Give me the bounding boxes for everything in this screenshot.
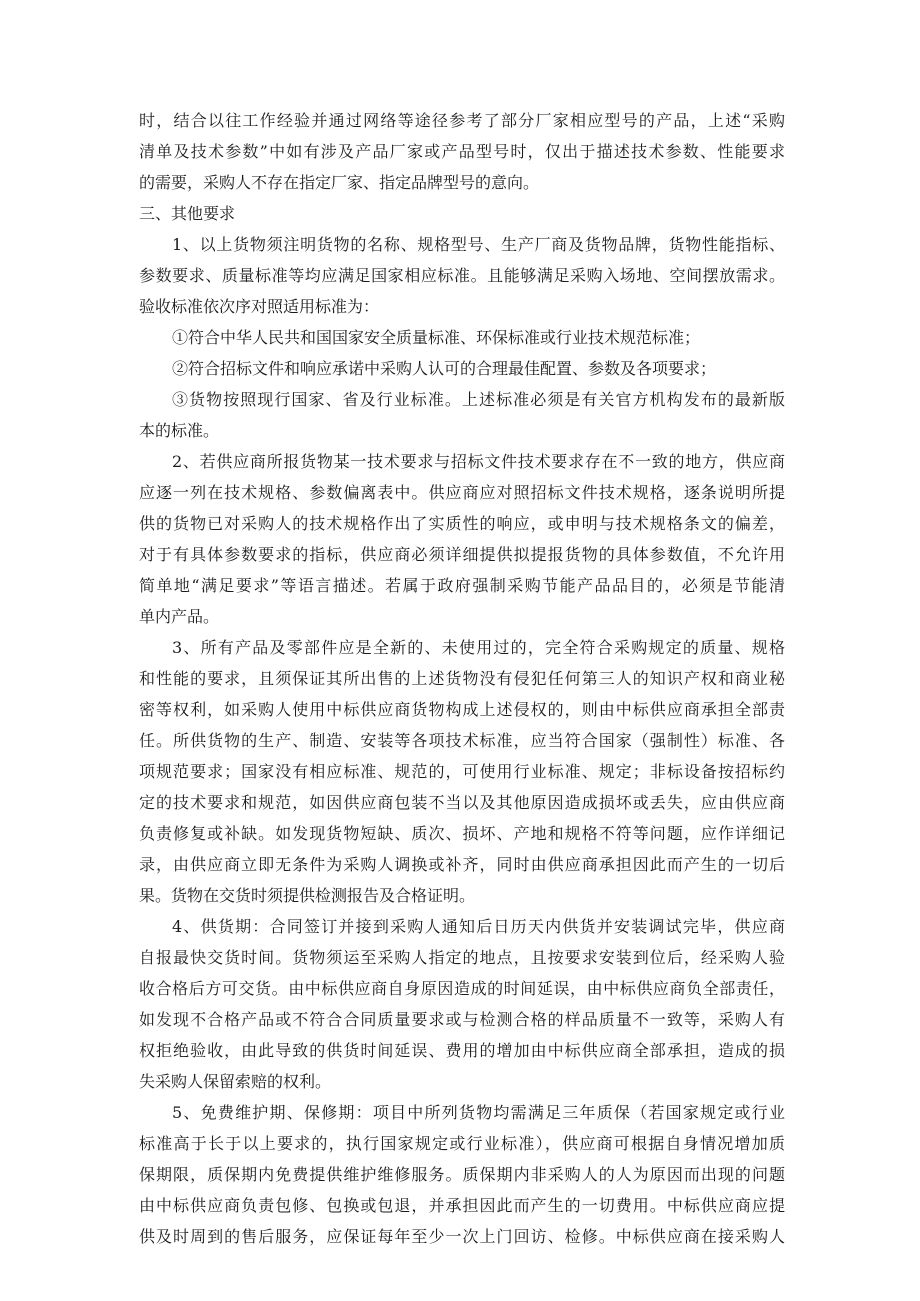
text-line: 失采购人保留索赔的权利。 [139,1072,332,1091]
section-heading-text: 三、其他要求 [139,204,236,223]
text-line: 验收标准依次序对照适用标准为： [139,297,380,316]
text-line: 权拒绝验收，由此导致的供货时间延误、费用的增加由中标供应商全部承担，造成的损 [139,1041,785,1060]
text-line: 5、免费维护期、保修期：项目中所列货物均需满足三年质保（若国家规定或行业 [172,1103,785,1122]
paragraph-intro [139,105,785,198]
paragraph-item-1b [139,353,785,384]
text-line: 参数要求、质量标准等均应满足国家相应标准。且能够满足采购入场地、空间摆放需求。 [139,266,785,285]
text-line: 如发现不合格产品或不符合合同质量要求或与检测合格的样品质量不一致等，采购人有 [139,1010,785,1029]
text-line: 供的货物已对采购人的技术规格作出了实质性的响应，或申明与技术规格条文的偏差， [139,514,785,533]
text-line: 供及时周到的售后服务，应保证每年至少一次上门回访、检修。中标供应商在接采购人 [139,1227,785,1246]
text-line: 密等权利，如采购人使用中标供应商货物构成上述侵权的，则由中标供应商承担全部责 [139,700,785,719]
text-line: ③货物按照现行国家、省及行业标准。上述标准必须是有关官方机构发布的最新版 [172,390,785,409]
text-line: ①符合中华人民共和国国家安全质量标准、环保标准或行业技术规范标准； [172,328,701,347]
text-line: 的需要，采购人不存在指定厂家、指定品牌型号的意向。 [139,173,540,192]
paragraph-item-3 [139,632,785,911]
text-line: 项规范要求；国家没有相应标准、规范的，可使用行业标准、规定；非标设备按招标约 [139,762,785,781]
text-line: 由中标供应商负责包修、包换或包退，并承担因此而产生的一切费用。中标供应商应提 [139,1196,785,1215]
text-line: 1、以上货物须注明货物的名称、规格型号、生产厂商及货物品牌，货物性能指标、 [172,235,785,254]
paragraph-item-4 [139,911,785,1097]
text-line: 任。所供货物的生产、制造、安装等各项技术标准，应当符合国家（强制性）标准、各 [139,731,785,750]
paragraph-item-1c [139,384,785,446]
text-line: 单内产品。 [139,607,220,626]
text-line: 收合格后方可交货。由中标供应商自身原因造成的时间延误，由中标供应商负全部责任， [139,979,785,998]
text-line: 本的标准。 [139,421,220,440]
paragraph-item-1a [139,322,785,353]
text-line: 录，由供应商立即无条件为采购人调换或补齐，同时由供应商承担因此而产生的一切后 [139,855,785,874]
text-line: ②符合招标文件和响应承诺中采购人认可的合理最佳配置、参数及各项要求； [172,359,717,378]
document-page [139,105,785,1252]
text-line: 标准高于长于以上要求的，执行国家规定或行业标准），供应商可根据自身情况增加质 [139,1134,785,1153]
text-line: 3、所有产品及零部件应是全新的、未使用过的，完全符合采购规定的质量、规格 [172,638,785,657]
paragraph-item-1 [139,229,785,322]
text-line: 简单地“满足要求”等语言描述。若属于政府强制采购节能产品品目的，必须是节能清 [139,576,785,595]
section-heading [139,198,785,229]
text-line: 自报最快交货时间。货物须运至采购人指定的地点，且按要求安装到位后，经采购人验 [139,948,785,967]
text-line: 果。货物在交货时须提供检测报告及合格证明。 [139,886,476,905]
text-line: 应逐一列在技术规格、参数偏离表中。供应商应对照招标文件技术规格，逐条说明所提 [139,483,785,502]
text-line: 定的技术要求和规范，如因供应商包装不当以及其他原因造成损坏或丢失，应由供应商 [139,793,785,812]
paragraph-item-2 [139,446,785,632]
text-line: 时，结合以往工作经验并通过网络等途径参考了部分厂家相应型号的产品，上述“采购 [139,111,785,130]
text-line: 清单及技术参数”中如有涉及产品厂家或产品型号时，仅出于描述技术参数、性能要求 [139,142,785,161]
text-line: 和性能的要求，且须保证其所出售的上述货物没有侵犯任何第三人的知识产权和商业秘 [139,669,785,688]
text-line: 2、若供应商所报货物某一技术要求与招标文件技术要求存在不一致的地方，供应商 [172,452,785,471]
paragraph-item-5 [139,1097,785,1252]
text-line: 负责修复或补缺。如发现货物短缺、质次、损坏、产地和规格不符等问题，应作详细记 [139,824,785,843]
text-line: 4、供货期：合同签订并接到采购人通知后日历天内供货并安装调试完毕，供应商 [172,917,785,936]
text-line: 对于有具体参数要求的指标，供应商必须详细提供拟提报货物的具体参数值，不允许用 [139,545,785,564]
text-line: 保期限，质保期内免费提供维护维修服务。质保期内非采购人的人为原因而出现的问题 [139,1165,785,1184]
